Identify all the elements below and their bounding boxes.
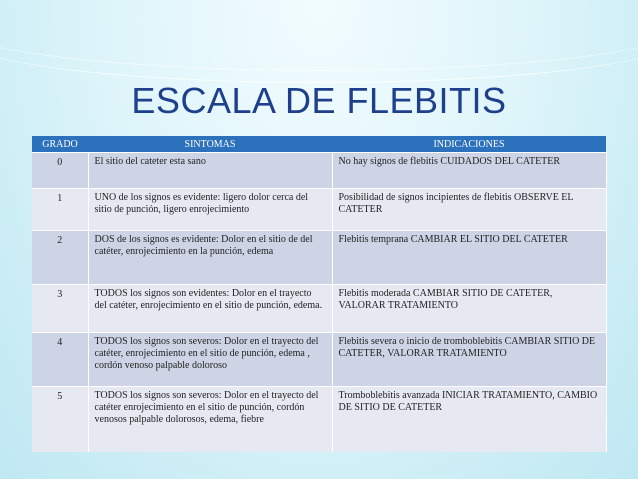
grado-cell: 3 <box>32 285 88 333</box>
header-indicaciones: INDICACIONES <box>332 136 606 153</box>
grado-cell: 4 <box>32 333 88 387</box>
slide-title: ESCALA DE FLEBITIS <box>131 80 507 121</box>
table-row <box>32 387 606 453</box>
sintomas-cell: TODOS los signos son evidentes: Dolor en el trayecto del catéter, enrojecimiento en el sitio de punción, edema. <box>88 285 332 333</box>
table-row <box>32 285 606 333</box>
sintomas-cell: El sitio del cateter esta sano <box>88 153 332 189</box>
grado-cell: 1 <box>32 189 88 231</box>
indicaciones-cell: Tromboblebitis avanzada INICIAR TRATAMIENTO, CAMBIO DE SITIO DE CATETER <box>332 387 606 453</box>
table-header-row <box>32 136 606 153</box>
table-row <box>32 189 606 231</box>
indicaciones-cell: No hay signos de flebitis CUIDADOS DEL CATETER <box>332 153 606 189</box>
grado-cell: 5 <box>32 387 88 453</box>
indicaciones-cell: Flebitis temprana CAMBIAR EL SITIO DEL CATETER <box>332 231 606 285</box>
phlebitis-scale-table <box>32 136 607 452</box>
table-row <box>32 333 606 387</box>
indicaciones-cell: Flebitis severa o inicio de tromboblebitis CAMBIAR SITIO DE CATETER, VALORAR TRATAMIENTO <box>332 333 606 387</box>
indicaciones-cell: Posibilidad de signos incipientes de flebitis OBSERVE EL CATETER <box>332 189 606 231</box>
header-grado: GRADO <box>32 136 88 153</box>
sintomas-cell: DOS de los signos es evidente: Dolor en el sitio de del catéter, enrojecimiento en la punción, edema <box>88 231 332 285</box>
indicaciones-cell: Flebitis moderada CAMBIAR SITIO DE CATETER, VALORAR TRATAMIENTO <box>332 285 606 333</box>
table-row <box>32 231 606 285</box>
sintomas-cell: UNO de los signos es evidente: ligero dolor cerca del sitio de punción, ligero enrojecimiento <box>88 189 332 231</box>
grado-cell: 2 <box>32 231 88 285</box>
header-sintomas: SINTOMAS <box>88 136 332 153</box>
grado-cell: 0 <box>32 153 88 189</box>
sintomas-cell: TODOS los signos son severos: Dolor en el trayecto del catéter enrojecimiento en el sitio de punción, cordón venosos palpable dolorosos, edema, fiebre <box>88 387 332 453</box>
table-row <box>32 153 606 189</box>
sintomas-cell: TODOS los signos son severos: Dolor en el trayecto del catéter, enrojecimiento en el sitio de punción, edema , cordón venoso palpable doloroso <box>88 333 332 387</box>
decorative-curve <box>0 0 638 83</box>
